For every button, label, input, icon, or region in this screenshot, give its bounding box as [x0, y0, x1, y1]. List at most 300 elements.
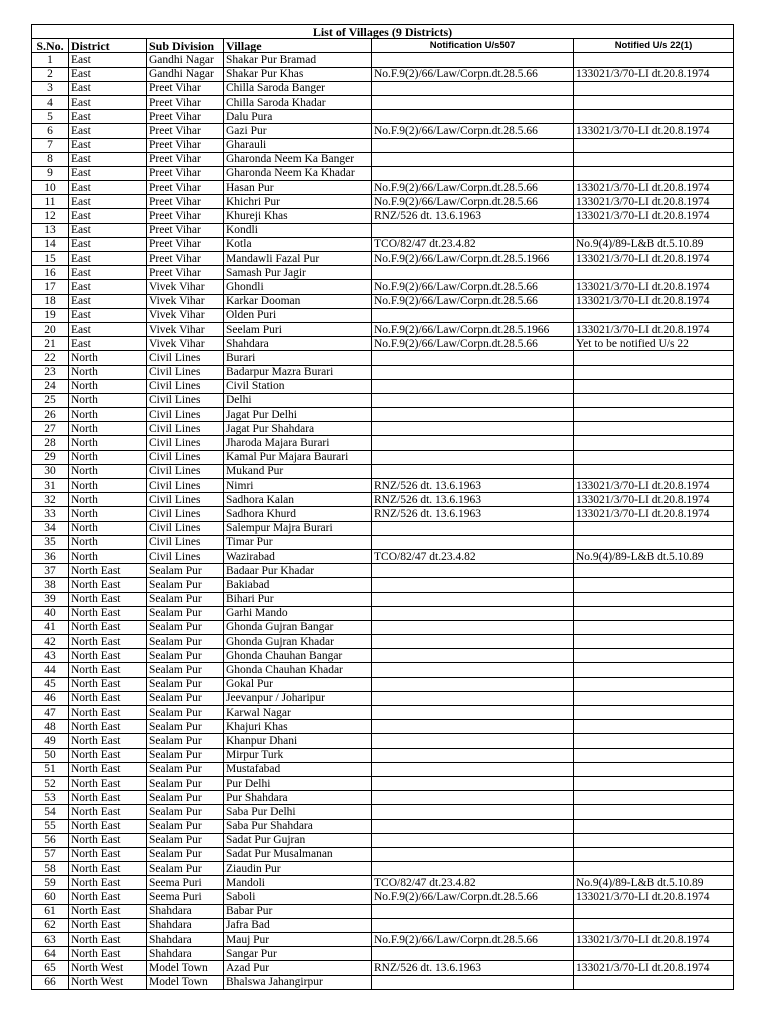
cell-village: Karkar Dooman: [224, 294, 372, 308]
cell-village: Pur Delhi: [224, 776, 372, 790]
cell-village: Samash Pur Jagir: [224, 266, 372, 280]
cell-sno: 4: [32, 95, 69, 109]
cell-notification: [372, 649, 574, 663]
cell-sno: 66: [32, 975, 69, 989]
cell-district: North: [69, 422, 147, 436]
header-notified: Notified U/s 22(1): [574, 39, 734, 53]
cell-notification: [372, 81, 574, 95]
cell-notified: [574, 847, 734, 861]
cell-district: North: [69, 365, 147, 379]
cell-notified: [574, 635, 734, 649]
cell-notification: [372, 578, 574, 592]
cell-sub-division: Shahdara: [147, 918, 224, 932]
table-row: [32, 322, 734, 336]
cell-notification: [372, 521, 574, 535]
cell-village: Jafra Bad: [224, 918, 372, 932]
cell-district: North East: [69, 762, 147, 776]
cell-sub-division: Civil Lines: [147, 365, 224, 379]
cell-sno: 20: [32, 322, 69, 336]
cell-sno: 43: [32, 649, 69, 663]
cell-district: East: [69, 81, 147, 95]
table-row: [32, 53, 734, 67]
cell-sno: 49: [32, 734, 69, 748]
cell-sub-division: Preet Vihar: [147, 95, 224, 109]
table-row: [32, 776, 734, 790]
table-row: [32, 904, 734, 918]
table-row: [32, 195, 734, 209]
cell-district: East: [69, 53, 147, 67]
cell-notification: [372, 379, 574, 393]
cell-village: Bhalswa Jahangirpur: [224, 975, 372, 989]
cell-notification: No.F.9(2)/66/Law/Corpn.dt.28.5.66: [372, 337, 574, 351]
cell-notification: [372, 947, 574, 961]
cell-notified: [574, 975, 734, 989]
table-row: [32, 408, 734, 422]
cell-sub-division: Civil Lines: [147, 422, 224, 436]
table-row: [32, 961, 734, 975]
cell-notification: [372, 691, 574, 705]
cell-notification: [372, 436, 574, 450]
table-row: [32, 805, 734, 819]
cell-district: North East: [69, 606, 147, 620]
cell-district: East: [69, 308, 147, 322]
table-row: [32, 81, 734, 95]
cell-district: North East: [69, 805, 147, 819]
cell-notification: TCO/82/47 dt.23.4.82: [372, 237, 574, 251]
cell-notified: [574, 450, 734, 464]
cell-sub-division: Sealam Pur: [147, 663, 224, 677]
cell-sub-division: Sealam Pur: [147, 649, 224, 663]
cell-notified: [574, 95, 734, 109]
cell-district: North East: [69, 649, 147, 663]
cell-notified: 133021/3/70-LI dt.20.8.1974: [574, 124, 734, 138]
cell-village: Badaar Pur Khadar: [224, 564, 372, 578]
cell-district: East: [69, 266, 147, 280]
cell-district: East: [69, 124, 147, 138]
cell-village: Kamal Pur Majara Baurari: [224, 450, 372, 464]
cell-notification: [372, 450, 574, 464]
cell-sub-division: Preet Vihar: [147, 152, 224, 166]
cell-notification: [372, 592, 574, 606]
cell-sub-division: Civil Lines: [147, 493, 224, 507]
cell-notification: No.F.9(2)/66/Law/Corpn.dt.28.5.66: [372, 280, 574, 294]
cell-district: North East: [69, 904, 147, 918]
cell-sub-division: Shahdara: [147, 947, 224, 961]
cell-sno: 58: [32, 862, 69, 876]
cell-notification: [372, 365, 574, 379]
cell-notification: [372, 833, 574, 847]
cell-notification: [372, 393, 574, 407]
cell-sno: 56: [32, 833, 69, 847]
cell-notified: [574, 166, 734, 180]
table-row: [32, 464, 734, 478]
cell-sub-division: Preet Vihar: [147, 166, 224, 180]
cell-village: Gokal Pur: [224, 677, 372, 691]
cell-notification: [372, 95, 574, 109]
table-row: [32, 663, 734, 677]
cell-district: North: [69, 464, 147, 478]
cell-notified: [574, 464, 734, 478]
cell-notified: [574, 535, 734, 549]
cell-sno: 59: [32, 876, 69, 890]
table-row: [32, 507, 734, 521]
cell-district: North East: [69, 862, 147, 876]
cell-village: Sadhora Khurd: [224, 507, 372, 521]
cell-village: Sangar Pur: [224, 947, 372, 961]
cell-village: Bakiabad: [224, 578, 372, 592]
cell-notified: 133021/3/70-LI dt.20.8.1974: [574, 890, 734, 904]
cell-sno: 45: [32, 677, 69, 691]
cell-village: Mandoli: [224, 876, 372, 890]
cell-sub-division: Sealam Pur: [147, 564, 224, 578]
cell-sub-division: Sealam Pur: [147, 762, 224, 776]
cell-notification: No.F.9(2)/66/Law/Corpn.dt.28.5.66: [372, 181, 574, 195]
cell-notified: 133021/3/70-LI dt.20.8.1974: [574, 252, 734, 266]
cell-notified: [574, 521, 734, 535]
cell-sub-division: Vivek Vihar: [147, 308, 224, 322]
table-row: [32, 124, 734, 138]
cell-district: East: [69, 138, 147, 152]
cell-sno: 9: [32, 166, 69, 180]
cell-district: North East: [69, 578, 147, 592]
cell-sub-division: Civil Lines: [147, 393, 224, 407]
cell-sub-division: Preet Vihar: [147, 124, 224, 138]
cell-district: North East: [69, 933, 147, 947]
cell-notified: [574, 904, 734, 918]
cell-district: North East: [69, 918, 147, 932]
cell-notified: [574, 365, 734, 379]
cell-district: North: [69, 379, 147, 393]
cell-notified: Yet to be notified U/s 22: [574, 337, 734, 351]
cell-sno: 50: [32, 748, 69, 762]
cell-notified: [574, 748, 734, 762]
header-district: District: [69, 39, 147, 53]
cell-district: North: [69, 436, 147, 450]
table-row: [32, 223, 734, 237]
table-row: [32, 436, 734, 450]
cell-notified: [574, 762, 734, 776]
cell-sno: 14: [32, 237, 69, 251]
cell-sub-division: Sealam Pur: [147, 578, 224, 592]
table-row: [32, 748, 734, 762]
table-row: [32, 791, 734, 805]
cell-district: East: [69, 209, 147, 223]
cell-district: North: [69, 535, 147, 549]
table-row: [32, 337, 734, 351]
cell-village: Mauj Pur: [224, 933, 372, 947]
table-row: [32, 762, 734, 776]
cell-sno: 37: [32, 564, 69, 578]
cell-sno: 10: [32, 181, 69, 195]
cell-sub-division: Civil Lines: [147, 464, 224, 478]
cell-district: North West: [69, 975, 147, 989]
cell-district: East: [69, 166, 147, 180]
cell-district: North East: [69, 691, 147, 705]
cell-sub-division: Vivek Vihar: [147, 322, 224, 336]
cell-notified: [574, 138, 734, 152]
cell-district: North: [69, 450, 147, 464]
cell-village: Delhi: [224, 393, 372, 407]
cell-district: East: [69, 322, 147, 336]
cell-sub-division: Preet Vihar: [147, 181, 224, 195]
cell-sub-division: Sealam Pur: [147, 620, 224, 634]
cell-village: Hasan Pur: [224, 181, 372, 195]
table-row: [32, 535, 734, 549]
cell-sno: 26: [32, 408, 69, 422]
cell-notified: [574, 918, 734, 932]
cell-village: Shahdara: [224, 337, 372, 351]
cell-sub-division: Sealam Pur: [147, 592, 224, 606]
cell-village: Jagat Pur Shahdara: [224, 422, 372, 436]
cell-sub-division: Sealam Pur: [147, 720, 224, 734]
cell-notification: [372, 138, 574, 152]
cell-sno: 34: [32, 521, 69, 535]
table-row: [32, 833, 734, 847]
cell-notified: [574, 436, 734, 450]
cell-notification: [372, 223, 574, 237]
cell-notified: [574, 351, 734, 365]
cell-sub-division: Sealam Pur: [147, 606, 224, 620]
cell-sno: 18: [32, 294, 69, 308]
table-title: List of Villages (9 Districts): [32, 25, 734, 39]
cell-sno: 8: [32, 152, 69, 166]
cell-village: Wazirabad: [224, 549, 372, 563]
table-row: [32, 95, 734, 109]
cell-district: East: [69, 337, 147, 351]
cell-district: North East: [69, 592, 147, 606]
cell-sno: 30: [32, 464, 69, 478]
cell-sub-division: Preet Vihar: [147, 81, 224, 95]
table-row: [32, 181, 734, 195]
cell-sno: 16: [32, 266, 69, 280]
table-row: [32, 152, 734, 166]
cell-village: Olden Puri: [224, 308, 372, 322]
cell-village: Sadhora Kalan: [224, 493, 372, 507]
cell-sub-division: Model Town: [147, 961, 224, 975]
cell-district: East: [69, 67, 147, 81]
cell-notification: No.F.9(2)/66/Law/Corpn.dt.28.5.66: [372, 67, 574, 81]
cell-sub-division: Vivek Vihar: [147, 294, 224, 308]
cell-district: East: [69, 223, 147, 237]
table-row: [32, 237, 734, 251]
table-row: [32, 847, 734, 861]
cell-village: Nimri: [224, 479, 372, 493]
cell-notification: RNZ/526 dt. 13.6.1963: [372, 507, 574, 521]
cell-sno: 51: [32, 762, 69, 776]
cell-district: North: [69, 493, 147, 507]
cell-district: East: [69, 280, 147, 294]
cell-notified: [574, 393, 734, 407]
cell-notification: [372, 762, 574, 776]
cell-notified: [574, 663, 734, 677]
cell-sub-division: Sealam Pur: [147, 776, 224, 790]
table-row: [32, 635, 734, 649]
cell-notification: No.F.9(2)/66/Law/Corpn.dt.28.5.1966: [372, 252, 574, 266]
cell-notified: 133021/3/70-LI dt.20.8.1974: [574, 209, 734, 223]
cell-sno: 48: [32, 720, 69, 734]
table-row: [32, 379, 734, 393]
cell-sub-division: Sealam Pur: [147, 805, 224, 819]
cell-sub-division: Civil Lines: [147, 535, 224, 549]
cell-village: Shakar Pur Bramad: [224, 53, 372, 67]
cell-notification: [372, 677, 574, 691]
cell-notification: No.F.9(2)/66/Law/Corpn.dt.28.5.66: [372, 933, 574, 947]
cell-notification: [372, 720, 574, 734]
cell-district: North East: [69, 776, 147, 790]
cell-village: Timar Pur: [224, 535, 372, 549]
cell-notification: No.F.9(2)/66/Law/Corpn.dt.28.5.66: [372, 124, 574, 138]
cell-village: Shakar Pur Khas: [224, 67, 372, 81]
table-row: [32, 862, 734, 876]
cell-district: East: [69, 110, 147, 124]
cell-district: East: [69, 237, 147, 251]
cell-sub-division: Civil Lines: [147, 408, 224, 422]
cell-sno: 28: [32, 436, 69, 450]
cell-sno: 5: [32, 110, 69, 124]
cell-notification: [372, 805, 574, 819]
cell-sno: 55: [32, 819, 69, 833]
cell-sno: 3: [32, 81, 69, 95]
cell-notification: [372, 776, 574, 790]
cell-notification: [372, 620, 574, 634]
cell-sub-division: Civil Lines: [147, 507, 224, 521]
cell-district: North East: [69, 663, 147, 677]
cell-notification: [372, 862, 574, 876]
cell-district: East: [69, 195, 147, 209]
table-row: [32, 592, 734, 606]
cell-sub-division: Gandhi Nagar: [147, 67, 224, 81]
cell-notified: [574, 308, 734, 322]
cell-notified: [574, 734, 734, 748]
cell-village: Ghonda Gujran Bangar: [224, 620, 372, 634]
cell-notification: [372, 464, 574, 478]
cell-notified: [574, 379, 734, 393]
cell-sub-division: Civil Lines: [147, 521, 224, 535]
cell-sub-division: Civil Lines: [147, 549, 224, 563]
cell-notified: [574, 649, 734, 663]
cell-sno: 62: [32, 918, 69, 932]
cell-notified: [574, 564, 734, 578]
cell-notified: [574, 691, 734, 705]
cell-notification: [372, 904, 574, 918]
cell-notified: No.9(4)/89-L&B dt.5.10.89: [574, 876, 734, 890]
cell-sub-division: Sealam Pur: [147, 791, 224, 805]
cell-notification: [372, 408, 574, 422]
cell-sno: 15: [32, 252, 69, 266]
cell-village: Saboli: [224, 890, 372, 904]
cell-village: Mirpur Turk: [224, 748, 372, 762]
cell-notification: [372, 166, 574, 180]
cell-district: East: [69, 252, 147, 266]
cell-sno: 19: [32, 308, 69, 322]
table-row: [32, 351, 734, 365]
cell-sno: 23: [32, 365, 69, 379]
cell-village: Gharauli: [224, 138, 372, 152]
cell-notification: RNZ/526 dt. 13.6.1963: [372, 493, 574, 507]
cell-sno: 7: [32, 138, 69, 152]
table-row: [32, 918, 734, 932]
cell-district: North East: [69, 677, 147, 691]
cell-village: Ghonda Chauhan Khadar: [224, 663, 372, 677]
cell-notification: [372, 819, 574, 833]
table-row: [32, 67, 734, 81]
cell-sno: 46: [32, 691, 69, 705]
cell-notification: [372, 748, 574, 762]
cell-district: North East: [69, 819, 147, 833]
cell-village: Pur Shahdara: [224, 791, 372, 805]
cell-sub-division: Civil Lines: [147, 450, 224, 464]
cell-village: Chilla Saroda Banger: [224, 81, 372, 95]
cell-village: Mukand Pur: [224, 464, 372, 478]
table-row: [32, 138, 734, 152]
table-row: [32, 720, 734, 734]
cell-notified: [574, 677, 734, 691]
cell-village: Kotla: [224, 237, 372, 251]
table-row: [32, 450, 734, 464]
cell-village: Mustafabad: [224, 762, 372, 776]
cell-sno: 25: [32, 393, 69, 407]
cell-village: Ghonda Gujran Khadar: [224, 635, 372, 649]
cell-district: North East: [69, 720, 147, 734]
cell-sub-division: Sealam Pur: [147, 734, 224, 748]
cell-sno: 64: [32, 947, 69, 961]
table-row: [32, 564, 734, 578]
cell-district: East: [69, 152, 147, 166]
cell-sno: 11: [32, 195, 69, 209]
cell-notification: [372, 791, 574, 805]
cell-notified: 133021/3/70-LI dt.20.8.1974: [574, 181, 734, 195]
cell-district: North East: [69, 847, 147, 861]
header-sno: S.No.: [32, 39, 69, 53]
cell-village: Dalu Pura: [224, 110, 372, 124]
cell-sno: 52: [32, 776, 69, 790]
table-row: [32, 677, 734, 691]
table-row: [32, 706, 734, 720]
cell-village: Civil Station: [224, 379, 372, 393]
cell-village: Saba Pur Delhi: [224, 805, 372, 819]
cell-notified: [574, 833, 734, 847]
cell-district: North East: [69, 635, 147, 649]
cell-notified: 133021/3/70-LI dt.20.8.1974: [574, 195, 734, 209]
cell-sub-division: Sealam Pur: [147, 833, 224, 847]
cell-village: Azad Pur: [224, 961, 372, 975]
cell-notification: [372, 53, 574, 67]
cell-sub-division: Sealam Pur: [147, 862, 224, 876]
table-row: [32, 521, 734, 535]
table-body: [32, 53, 734, 989]
cell-village: Saba Pur Shahdara: [224, 819, 372, 833]
table-row: [32, 975, 734, 989]
cell-sno: 13: [32, 223, 69, 237]
cell-notification: RNZ/526 dt. 13.6.1963: [372, 961, 574, 975]
cell-village: Gazi Pur: [224, 124, 372, 138]
cell-village: Kondli: [224, 223, 372, 237]
cell-sub-division: Sealam Pur: [147, 706, 224, 720]
cell-notified: [574, 110, 734, 124]
cell-village: Khichri Pur: [224, 195, 372, 209]
cell-district: North: [69, 521, 147, 535]
cell-sno: 35: [32, 535, 69, 549]
cell-notification: [372, 635, 574, 649]
table-row: [32, 294, 734, 308]
cell-notification: TCO/82/47 dt.23.4.82: [372, 876, 574, 890]
cell-district: East: [69, 181, 147, 195]
cell-notified: [574, 776, 734, 790]
cell-sub-division: Sealam Pur: [147, 847, 224, 861]
cell-sub-division: Preet Vihar: [147, 237, 224, 251]
cell-sno: 47: [32, 706, 69, 720]
cell-district: North: [69, 351, 147, 365]
